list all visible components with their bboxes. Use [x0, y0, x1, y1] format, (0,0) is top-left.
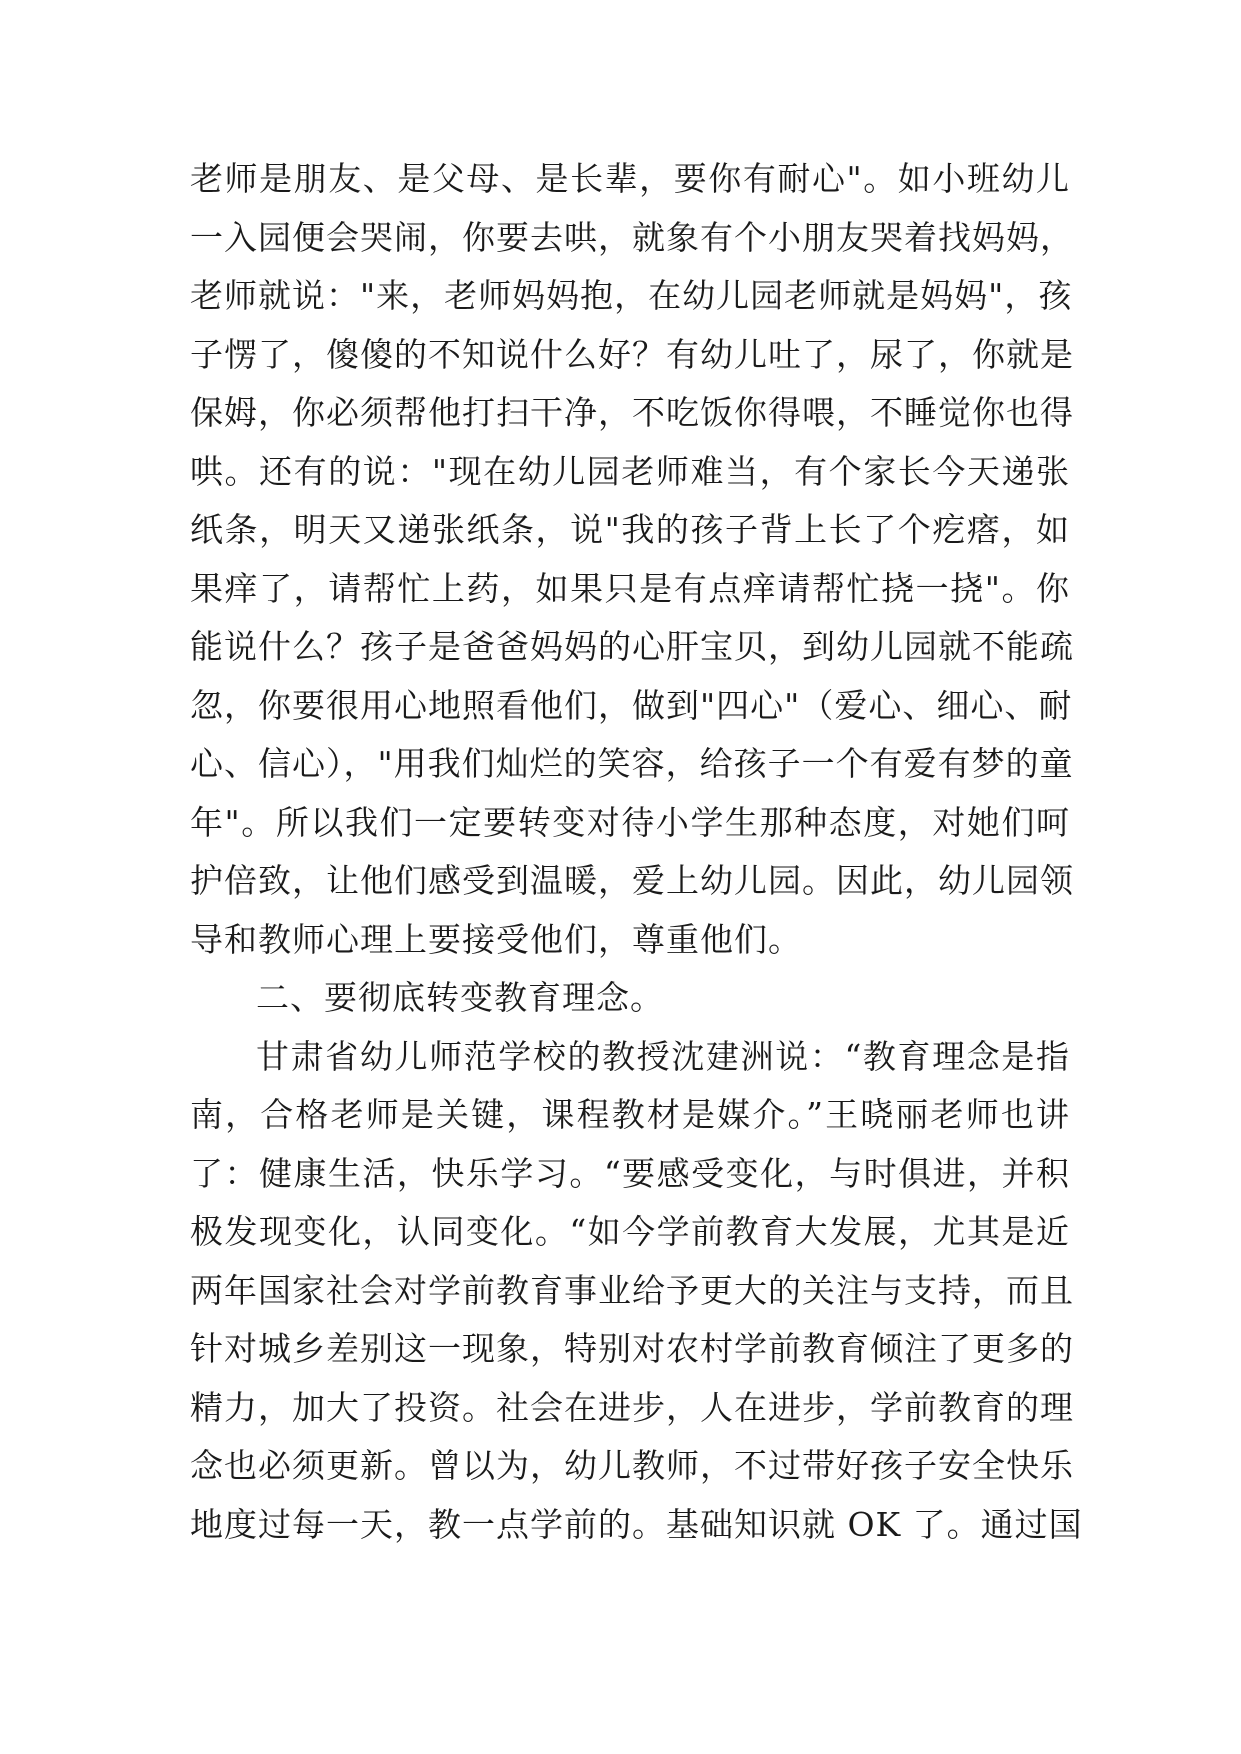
section-heading: 二、要彻底转变教育理念。 [256, 978, 664, 1017]
text-line: 忽，你要很用心地照看他们，做到"四心"（爱心、细心、耐 [190, 685, 1073, 725]
text-line: 针对城乡差别这一现象，特别对农村学前教育倾注了更多的 [190, 1329, 1074, 1368]
text-line: 子愣了，傻傻的不知说什么好？有幼儿吐了，尿了，你就是 [190, 334, 1074, 374]
text-line: 老师是朋友、是父母、是长辈，要你有耐心"。如小班幼儿 [190, 159, 1070, 198]
text-line: 哄。还有的说："现在幼儿园老师难当，有个家长今天递张 [190, 451, 1070, 491]
text-line: 极发现变化，认同变化。“如今学前教育大发展，尤其是近 [190, 1212, 1070, 1251]
text-line: 年"。所以我们一定要转变对待小学生那种态度，对她们呵 [190, 802, 1070, 842]
text-line: 果痒了，请帮忙上药，如果只是有点痒请帮忙挠一挠"。你 [190, 568, 1070, 608]
text-line: 保姆，你必须帮他打扫干净，不吃饭你得喂，不睡觉你也得 [190, 393, 1074, 432]
text-line: 纸条，明天又递张纸条，说"我的孩子背上长了个疙瘩，如 [190, 510, 1070, 549]
text-line: 两年国家社会对学前教育事业给予更大的关注与支持，而且 [190, 1270, 1074, 1310]
text-line: 精力，加大了投资。社会在进步，人在进步，学前教育的理 [190, 1387, 1074, 1427]
text-line: 护倍致，让他们感受到温暖，爱上幼儿园。因此，幼儿园领 [190, 861, 1074, 900]
text-line: 一入园便会哭闹，你要去哄，就象有个小朋友哭着找妈妈， [190, 217, 1074, 257]
text-line: 能说什么？孩子是爸爸妈妈的心肝宝贝，到幼儿园就不能疏 [190, 627, 1074, 666]
text-line: 导和教师心理上要接受他们，尊重他们。 [190, 919, 802, 959]
text-line: 念也必须更新。曾以为，幼儿教师，不过带好孩子安全快乐 [190, 1446, 1074, 1485]
body-text [190, 150, 1083, 1554]
text-line: 老师就说："来，老师妈妈抱，在幼儿园老师就是妈妈"，孩 [190, 276, 1073, 315]
text-line: 甘肃省幼儿师范学校的教授沈建洲说：“教育理念是指 [256, 1036, 1070, 1076]
text-line: 了：健康生活，快乐学习。“要感受变化，与时俱进，并积 [190, 1153, 1070, 1193]
text-line: 南，合格老师是关键，课程教材是媒介。”王晓丽老师也讲 [190, 1095, 1070, 1134]
text-line: 心、信心），"用我们灿烂的笑容，给孩子一个有爱有梦的童 [190, 744, 1074, 783]
text-line: 地度过每一天，教一点学前的。基础知识就 OK 了。通过国 [190, 1504, 1083, 1544]
